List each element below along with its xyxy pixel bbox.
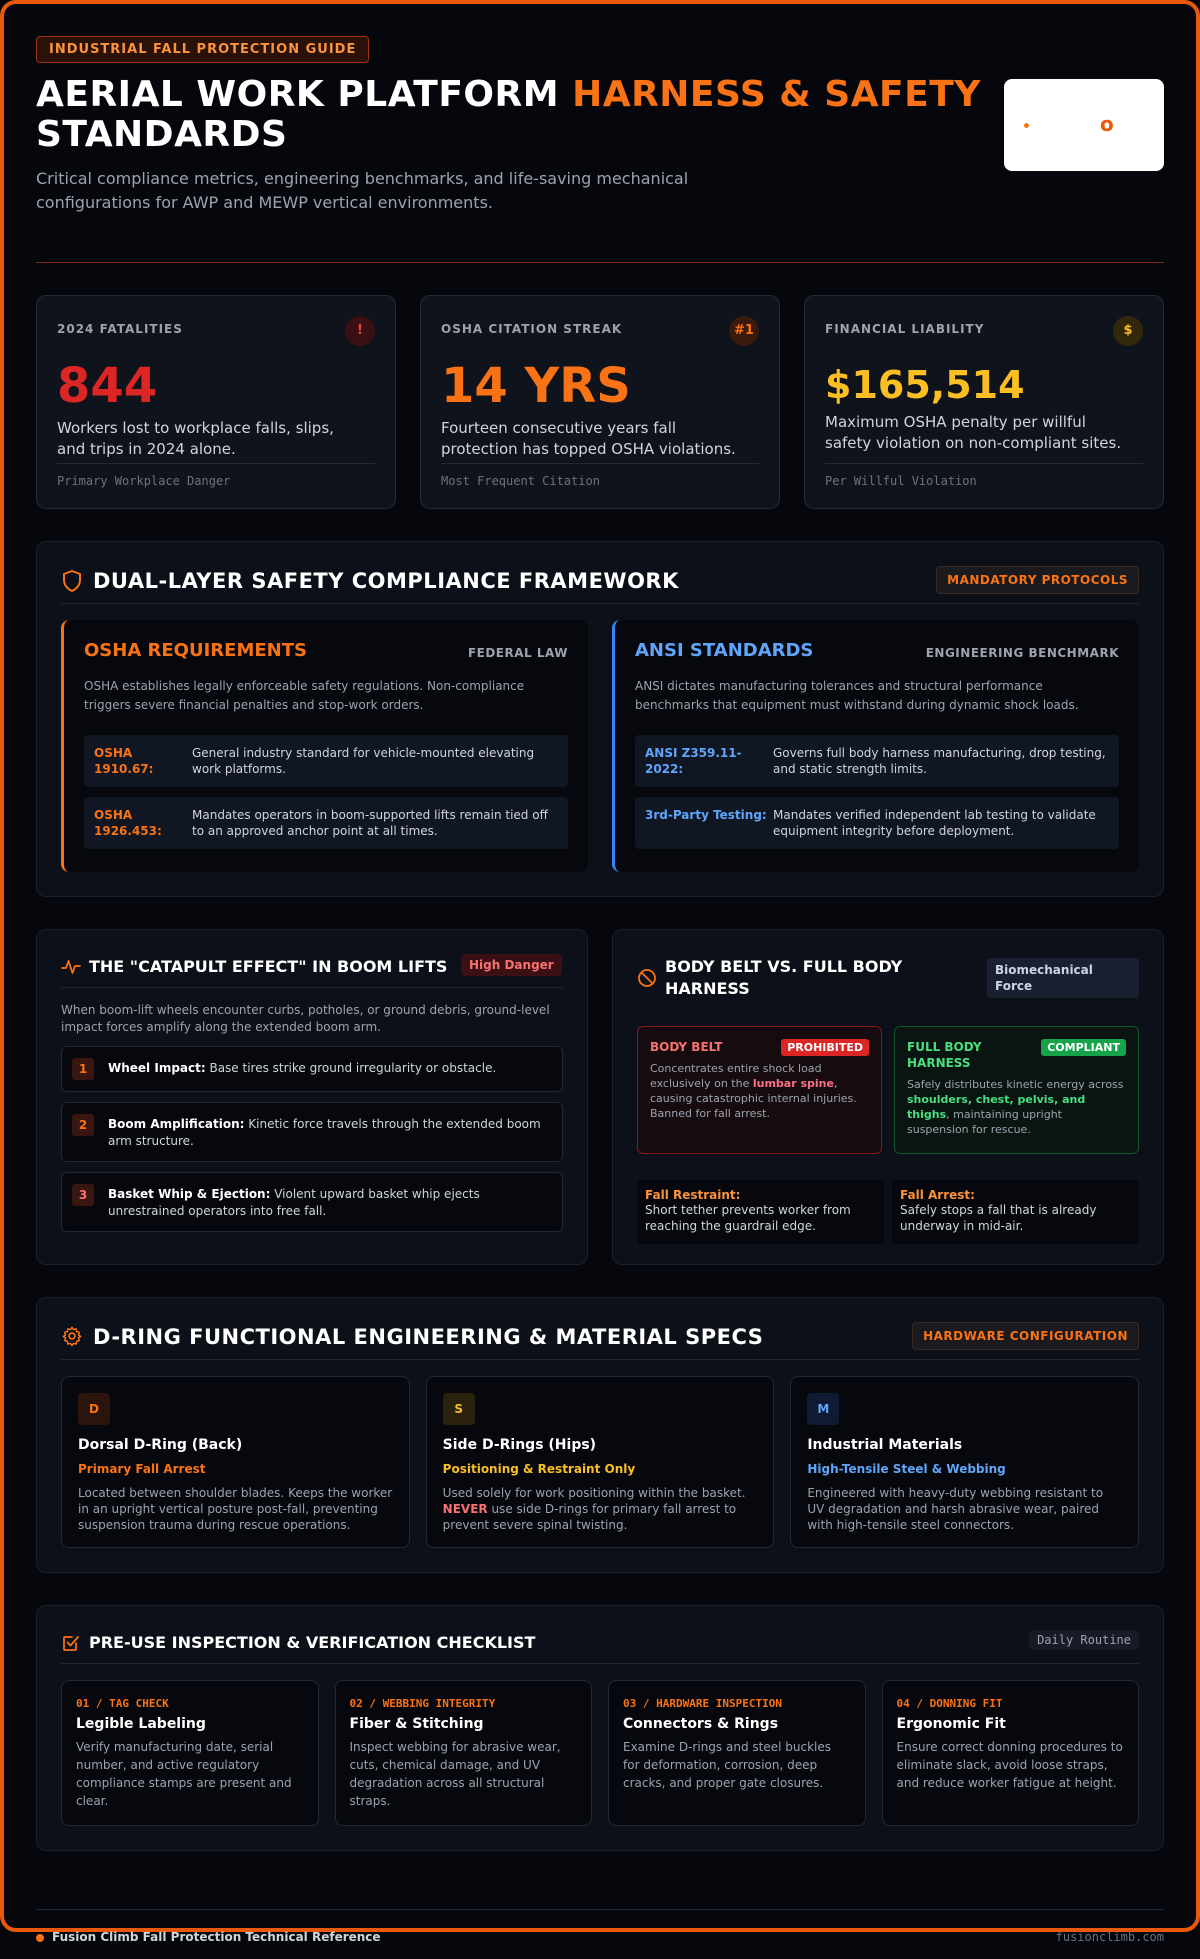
- ansi-title: ANSI STANDARDS: [635, 640, 814, 661]
- step-rest: Kinetic force travels through the extended boom arm structure.: [108, 1117, 541, 1148]
- dring-title: Industrial Materials: [807, 1437, 963, 1453]
- dring-badge: M: [807, 1393, 839, 1425]
- osha-title: OSHA REQUIREMENTS: [84, 640, 307, 661]
- page-header: [36, 36, 1164, 236]
- ansi-kind: ENGINEERING BENCHMARK: [925, 646, 1119, 660]
- brand-logo: [1004, 79, 1164, 171]
- standard-code: 3rd-Party Testing:: [645, 808, 767, 822]
- duo-row: [36, 929, 1164, 1265]
- harness-desc-highlight: shoulders, chest, pelvis, and thighs: [907, 1093, 1086, 1121]
- step-bold: Basket Whip & Ejection:: [108, 1187, 271, 1201]
- force-chip: Biomechanical Force: [987, 958, 1139, 998]
- section-header: [61, 1630, 1139, 1664]
- never-warning: NEVER: [442, 1502, 488, 1516]
- prohibited-badge: PROHIBITED: [781, 1039, 869, 1056]
- stat-card-liability: [804, 295, 1164, 509]
- header-divider: [36, 262, 1164, 263]
- page-title: [36, 75, 996, 155]
- catapult-desc: When boom-lift wheels encounter curbs, potholes, or ground debris, ground-level impact forces amplify along the extended boom arm.: [61, 1003, 550, 1034]
- catapult-section: [36, 929, 588, 1265]
- stat-value: 844: [57, 358, 158, 414]
- checklist-section: [36, 1605, 1164, 1851]
- pulse-icon: [61, 957, 81, 977]
- belt-desc-pre: Concentrates entire shock load exclusively on the: [650, 1062, 822, 1090]
- dring-badge: D: [78, 1393, 110, 1425]
- step-text: [108, 1114, 552, 1150]
- harness-title: FULL BODY HARNESS: [907, 1040, 982, 1070]
- standard-row: [635, 735, 1119, 787]
- step-rest: Violent upward basket whip ejects unrestrained operators into free fall.: [108, 1187, 480, 1218]
- check-text: Inspect webbing for abrasive wear, cuts, chemical damage, and UV degradation across all structural straps.: [349, 1740, 561, 1808]
- section-chip: HARDWARE CONFIGURATION: [912, 1322, 1139, 1350]
- arrest-text: Safely stops a fall that is already underway in mid-air.: [900, 1203, 1097, 1233]
- dring-text: [443, 1485, 758, 1533]
- standard-text: Governs full body harness manufacturing, drop testing, and static strength limits.: [773, 746, 1106, 776]
- page-footer: [36, 1909, 1164, 1959]
- section-header: [637, 954, 1139, 1014]
- check-title: Fiber & Stitching: [349, 1716, 484, 1732]
- osha-desc: OSHA establishes legally enforceable safety regulations. Non-compliance triggers severe financial penalties and stop-work orders.: [84, 679, 525, 712]
- section-title: D-RING FUNCTIONAL ENGINEERING & MATERIAL SPECS: [93, 1325, 764, 1349]
- restraint-arrest-grid: [637, 1180, 1139, 1244]
- stat-desc: Maximum OSHA penalty per willful safety violation on non-compliant sites.: [825, 413, 1122, 452]
- check-text: Ensure correct donning procedures to eliminate slack, avoid loose straps, and reduce worker fatigue at height.: [896, 1740, 1123, 1790]
- dring-text-pre: Used solely for work positioning within the basket.: [442, 1486, 746, 1500]
- belt-compare-grid: [637, 1026, 1139, 1154]
- belt-desc: [650, 1061, 869, 1121]
- standard-text: Mandates verified independent lab testing to validate equipment integrity before deployment.: [773, 808, 1096, 838]
- stat-desc: Fourteen consecutive years fall protection has topped OSHA violations.: [441, 419, 736, 458]
- section-header: [61, 566, 1139, 604]
- section-title: DUAL-LAYER SAFETY COMPLIANCE FRAMEWORK: [93, 569, 679, 593]
- section-title: THE "CATAPULT EFFECT" IN BOOM LIFTS: [89, 957, 448, 976]
- stat-foot: Primary Workplace Danger: [57, 463, 375, 488]
- rank-icon: #1: [729, 316, 759, 346]
- dring-text: Located between shoulder blades. Keeps the worker in an upright vertical posture post-fall, preventing suspension trauma during rescue operations.: [78, 1486, 393, 1532]
- stat-foot: Most Frequent Citation: [441, 463, 759, 488]
- checkbox-icon: [61, 1633, 81, 1653]
- footer-brand: Fusion Climb Fall Protection Technical Reference: [52, 1930, 381, 1944]
- step-number: 3: [72, 1184, 94, 1206]
- dring-sub: Primary Fall Arrest: [78, 1462, 206, 1476]
- section-chip: MANDATORY PROTOCOLS: [936, 566, 1139, 594]
- list-item: [61, 1172, 563, 1232]
- restraint-label: Fall Restraint:: [645, 1188, 741, 1202]
- harness-desc-post: , maintaining upright suspension for rescue.: [907, 1108, 1062, 1136]
- step-text: [108, 1184, 552, 1220]
- check-text: Verify manufacturing date, serial number, and active regulatory compliance stamps are present and clear.: [76, 1740, 292, 1808]
- dring-sub: High-Tensile Steel & Webbing: [807, 1462, 1006, 1476]
- stat-card-fatalities: [36, 295, 396, 509]
- dorsal-dring-card: [61, 1376, 410, 1548]
- check-text: Examine D-rings and steel buckles for deformation, corrosion, deep cracks, and proper gate closures.: [623, 1740, 831, 1790]
- full-harness-card: [894, 1026, 1139, 1154]
- checklist-item: [335, 1680, 593, 1826]
- side-dring-card: [426, 1376, 775, 1548]
- check-title: Legible Labeling: [76, 1716, 206, 1732]
- logo-glyph: o: [1100, 112, 1114, 136]
- regulation-code: OSHA 1910.67:: [94, 746, 154, 776]
- shield-icon: [61, 569, 83, 593]
- step-text: [108, 1058, 496, 1077]
- step-bold: Boom Amplification:: [108, 1117, 245, 1131]
- step-rest: Base tires strike ground irregularity or obstacle.: [205, 1061, 497, 1075]
- section-title: BODY BELT VS. FULL BODY HARNESS: [665, 957, 903, 998]
- check-title: Ergonomic Fit: [896, 1716, 1006, 1732]
- check-tag: 01 / TAG CHECK: [76, 1697, 169, 1710]
- stat-label: FINANCIAL LIABILITY: [825, 322, 985, 336]
- list-item: [61, 1046, 563, 1092]
- check-tag: 04 / DONNING FIT: [896, 1697, 1003, 1710]
- body-belt-card: [637, 1026, 882, 1154]
- regulation-text: Mandates operators in boom-supported lifts remain tied off to an approved anchor point at all times.: [192, 808, 548, 838]
- harness-desc: [907, 1077, 1126, 1137]
- stat-desc: Workers lost to workplace falls, slips, and trips in 2024 alone.: [57, 419, 334, 458]
- osha-column: [61, 620, 588, 872]
- dring-sub: Positioning & Restraint Only: [442, 1462, 636, 1476]
- title-accent: HARNESS & SAFETY: [572, 74, 981, 115]
- step-number: 1: [72, 1058, 94, 1080]
- restraint-text: Short tether prevents worker from reaching the guardrail edge.: [645, 1203, 851, 1233]
- dring-grid: [61, 1376, 1139, 1548]
- stats-row: [36, 295, 1164, 509]
- section-header: [61, 1322, 1139, 1360]
- alert-icon: !: [345, 316, 375, 346]
- footer-dot: [36, 1934, 44, 1942]
- stat-foot: Per Willful Violation: [825, 463, 1143, 488]
- footer-link[interactable]: fusionclimb.com: [1055, 1930, 1164, 1944]
- osha-kind: FEDERAL LAW: [467, 646, 568, 660]
- framework-section: [36, 541, 1164, 897]
- step-number: 2: [72, 1114, 94, 1136]
- dring-title: Side D-Rings (Hips): [442, 1437, 597, 1453]
- logo-dot: [1024, 123, 1029, 128]
- dring-text: Engineered with heavy-duty webbing resistant to UV degradation and harsh abrasive wear, paired with high-tensile steel connectors.: [807, 1486, 1104, 1532]
- gear-icon: [61, 1325, 83, 1347]
- danger-chip: High Danger: [461, 954, 562, 976]
- arrest-label: Fall Arrest:: [900, 1188, 975, 1202]
- fall-arrest: [892, 1180, 1139, 1244]
- section-header: [61, 954, 563, 988]
- check-tag: 03 / HARDWARE INSPECTION: [623, 1697, 782, 1710]
- checklist-item: [61, 1680, 319, 1826]
- regulation-row: [84, 797, 568, 849]
- dring-text-post: use side D-rings for primary fall arrest to prevent severe spinal twisting.: [442, 1502, 737, 1532]
- belt-title: BODY BELT: [650, 1040, 723, 1054]
- regulation-row: [84, 735, 568, 787]
- checklist-item: [608, 1680, 866, 1826]
- dring-title: Dorsal D-Ring (Back): [78, 1437, 243, 1453]
- regulation-text: General industry standard for vehicle-mounted elevating work platforms.: [192, 746, 535, 776]
- guide-tag: INDUSTRIAL FALL PROTECTION GUIDE: [36, 36, 369, 63]
- checklist-grid: [61, 1680, 1139, 1826]
- stat-value: $165,514: [825, 363, 1025, 407]
- checklist-item: [882, 1680, 1140, 1826]
- stat-card-citations: [420, 295, 780, 509]
- stat-value: 14 YRS: [441, 358, 631, 414]
- check-title: Connectors & Rings: [623, 1716, 779, 1732]
- standard-code: ANSI Z359.11-2022:: [645, 746, 742, 776]
- section-title: PRE-USE INSPECTION & VERIFICATION CHECKLIST: [89, 1633, 536, 1652]
- page-subtitle: Critical compliance metrics, engineering benchmarks, and life-saving mechanical configurations for AWP and MEWP vertical environments.: [36, 169, 689, 212]
- list-item: [61, 1102, 563, 1162]
- title-end: STANDARDS: [36, 114, 288, 155]
- standard-row: [635, 797, 1119, 849]
- fall-restraint: [637, 1180, 884, 1244]
- belt-section: [612, 929, 1164, 1265]
- materials-card: [790, 1376, 1139, 1548]
- prohibit-icon: [637, 968, 657, 988]
- compliant-badge: COMPLIANT: [1041, 1039, 1126, 1056]
- belt-desc-post: , causing catastrophic internal injuries. Banned for fall arrest.: [650, 1077, 857, 1120]
- dring-badge: S: [443, 1393, 475, 1425]
- stat-label: 2024 FATALITIES: [57, 322, 183, 336]
- step-bold: Wheel Impact:: [108, 1061, 206, 1075]
- framework-grid: [61, 620, 1139, 872]
- routine-chip: Daily Routine: [1029, 1630, 1139, 1650]
- regulation-code: OSHA 1926.453:: [94, 808, 162, 838]
- title-main: AERIAL WORK PLATFORM: [36, 74, 573, 115]
- ansi-desc: ANSI dictates manufacturing tolerances and structural performance benchmarks that equipment must withstand during dynamic shock loads.: [635, 679, 1079, 712]
- stat-label: OSHA CITATION STREAK: [441, 322, 623, 336]
- check-tag: 02 / WEBBING INTEGRITY: [349, 1697, 496, 1710]
- harness-desc-pre: Safely distributes kinetic energy across: [907, 1078, 1124, 1091]
- dring-section: [36, 1297, 1164, 1573]
- dollar-icon: $: [1113, 316, 1143, 346]
- belt-desc-highlight: lumbar spine: [752, 1077, 834, 1090]
- ansi-column: [612, 620, 1139, 872]
